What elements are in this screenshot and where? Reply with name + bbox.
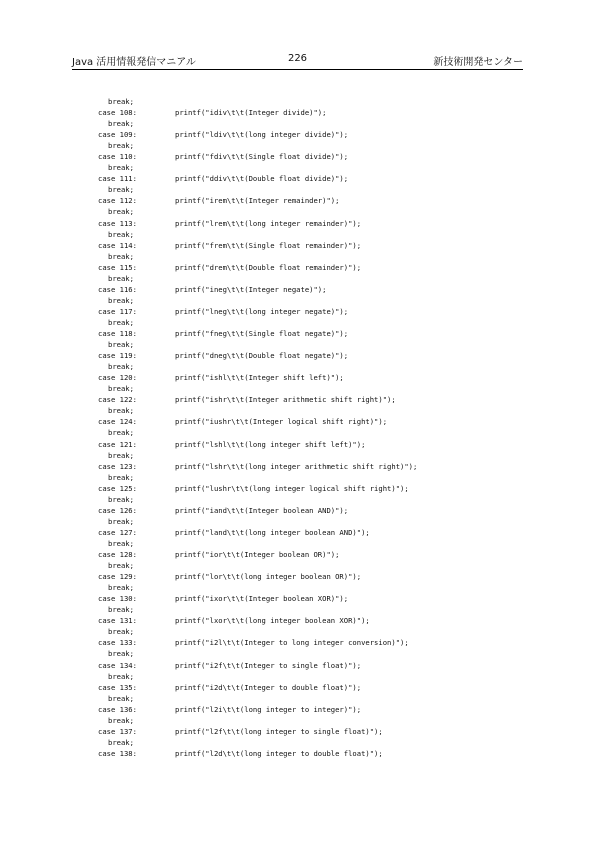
printf-statement: printf("ishr\t\t(Integer arithmetic shift right)");: [175, 395, 396, 405]
code-line-break: break;: [108, 627, 134, 637]
printf-statement: printf("lushr\t\t(long integer logical shift right)");: [175, 483, 409, 493]
code-line-break: break;: [108, 737, 134, 747]
code-line-break: break;: [108, 693, 134, 703]
printf-statement: printf("ishl\t\t(Integer shift left)");: [175, 373, 344, 383]
printf-statement: printf("frem\t\t(Single float remainder)");: [175, 240, 362, 250]
code-line-break: break;: [108, 671, 134, 681]
code-line-break: break;: [108, 317, 134, 327]
code-line-break: break;: [108, 273, 134, 283]
code-line-break: break;: [108, 97, 134, 106]
printf-statement: printf("lrem\t\t(long integer remainder)");: [175, 218, 362, 228]
case-label: case 110:: [98, 152, 137, 162]
code-line-break: break;: [108, 538, 134, 548]
case-label: case 112:: [98, 196, 137, 206]
running-header-title: Java 活用情報発信マニアル: [72, 57, 196, 68]
case-label: case 134:: [98, 660, 137, 670]
case-label: case 129:: [98, 572, 137, 582]
code-line-break: break;: [108, 450, 134, 460]
printf-statement: printf("i2d\t\t(Integer to double float)");: [175, 682, 362, 692]
printf-statement: printf("lor\t\t(long integer boolean OR)");: [175, 572, 362, 582]
case-label: case 128:: [98, 550, 137, 559]
printf-statement: printf("iand\t\t(Integer boolean AND)");: [175, 505, 349, 515]
code-line-break: break;: [108, 494, 134, 504]
case-label: case 138:: [98, 748, 137, 758]
printf-statement: printf("i2f\t\t(Integer to single float)");: [175, 660, 362, 670]
code-line-break: break;: [108, 229, 134, 239]
code-line-break: break;: [108, 119, 134, 128]
case-label: case 118:: [98, 329, 137, 338]
case-label: case 127:: [98, 527, 137, 537]
running-header-org: 新技術開発センター: [433, 57, 523, 68]
case-label: case 111:: [98, 174, 137, 184]
page-number: 226: [287, 53, 308, 64]
printf-statement: printf("l2d\t\t(long integer to double float)");: [175, 748, 383, 758]
printf-statement: printf("lshr\t\t(long integer arithmetic shift right)");: [175, 461, 418, 471]
case-label: case 122:: [98, 395, 137, 405]
case-label: case 123:: [98, 461, 137, 471]
printf-statement: printf("fdiv\t\t(Single float divide)");: [175, 152, 349, 162]
case-label: case 135:: [98, 682, 137, 692]
case-label: case 115:: [98, 262, 137, 272]
case-label: case 121:: [98, 439, 137, 449]
code-line-break: break;: [108, 715, 134, 725]
printf-statement: printf("iushr\t\t(Integer logical shift right)");: [175, 417, 388, 427]
printf-statement: printf("fneg\t\t(Single float negate)");: [175, 329, 349, 338]
printf-statement: printf("irem\t\t(Integer remainder)");: [175, 196, 340, 206]
code-line-break: break;: [108, 472, 134, 482]
code-line-break: break;: [108, 428, 134, 438]
printf-statement: printf("dneg\t\t(Double float negate)");: [175, 351, 349, 361]
printf-statement: printf("lneg\t\t(long integer negate)");: [175, 306, 349, 316]
printf-statement: printf("ddiv\t\t(Double float divide)");: [175, 174, 349, 184]
code-line-break: break;: [108, 516, 134, 526]
code-line-break: break;: [108, 406, 134, 416]
case-label: case 131:: [98, 616, 137, 626]
case-label: case 116:: [98, 284, 137, 294]
code-line-break: break;: [108, 295, 134, 305]
case-label: case 137:: [98, 726, 137, 736]
code-line-break: break;: [108, 605, 134, 615]
printf-statement: printf("ldiv\t\t(long integer divide)");: [175, 130, 349, 140]
code-line-break: break;: [108, 185, 134, 195]
case-label: case 130:: [98, 594, 137, 604]
printf-statement: printf("ior\t\t(Integer boolean OR)");: [175, 550, 340, 559]
case-label: case 113:: [98, 218, 137, 228]
code-line-break: break;: [108, 251, 134, 261]
printf-statement: printf("lxor\t\t(long integer boolean XOR)");: [175, 616, 370, 626]
code-line-break: break;: [108, 163, 134, 173]
code-line-break: break;: [108, 362, 134, 372]
printf-statement: printf("idiv\t\t(Integer divide)");: [175, 108, 327, 117]
code-line-break: break;: [108, 141, 134, 151]
case-label: case 133:: [98, 638, 137, 648]
printf-statement: printf("drem\t\t(Double float remainder)");: [175, 262, 362, 272]
case-label: case 120:: [98, 373, 137, 383]
case-label: case 124:: [98, 417, 137, 427]
code-line-break: break;: [108, 340, 134, 349]
code-line-break: break;: [108, 649, 134, 659]
case-label: case 117:: [98, 306, 137, 316]
printf-statement: printf("land\t\t(long integer boolean AND)");: [175, 527, 370, 537]
case-label: case 109:: [98, 130, 137, 140]
code-line-break: break;: [108, 207, 134, 217]
case-label: case 125:: [98, 483, 137, 493]
case-label: case 126:: [98, 505, 137, 515]
printf-statement: printf("ineg\t\t(Integer negate)");: [175, 284, 327, 294]
printf-statement: printf("ixor\t\t(Integer boolean XOR)");: [175, 594, 349, 604]
case-label: case 136:: [98, 704, 137, 714]
case-label: case 119:: [98, 351, 137, 361]
header-rule: [72, 69, 523, 70]
code-line-break: break;: [108, 384, 134, 394]
printf-statement: printf("l2i\t\t(long integer to integer)");: [175, 704, 362, 714]
printf-statement: printf("l2f\t\t(long integer to single float)");: [175, 726, 383, 736]
printf-statement: printf("i2l\t\t(Integer to long integer conversion)");: [175, 638, 409, 648]
code-line-break: break;: [108, 583, 134, 593]
printf-statement: printf("lshl\t\t(long integer shift left)");: [175, 439, 366, 449]
case-label: case 114:: [98, 240, 137, 250]
case-label: case 108:: [98, 108, 137, 117]
code-line-break: break;: [108, 561, 134, 570]
